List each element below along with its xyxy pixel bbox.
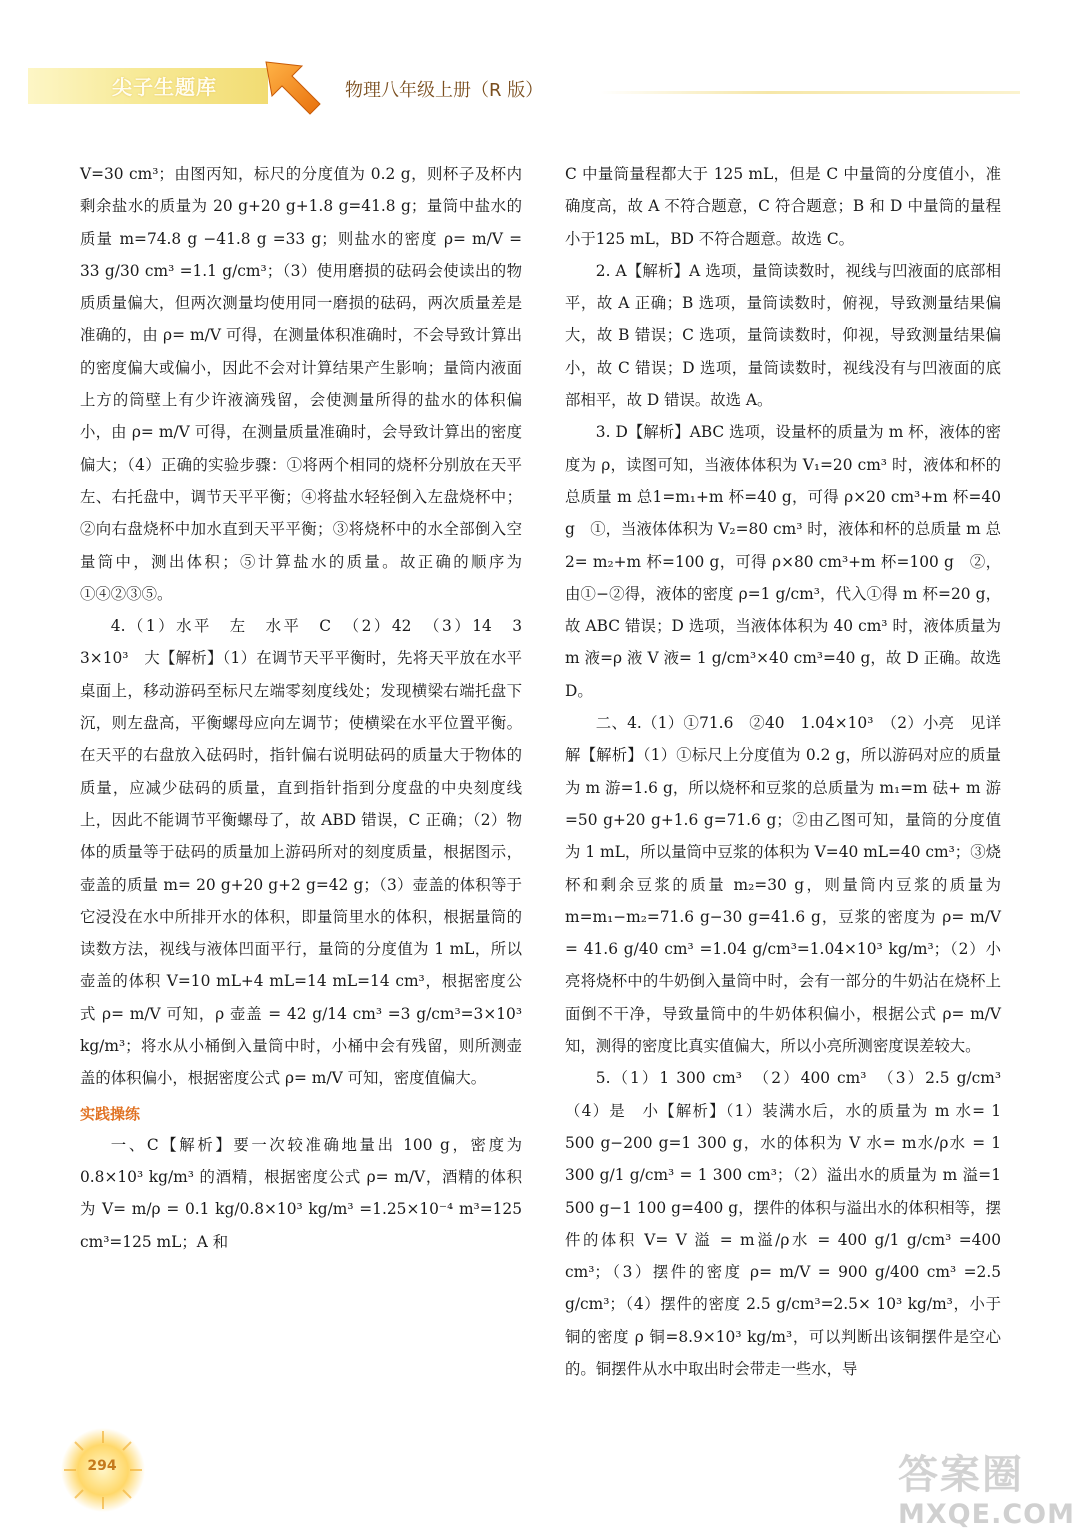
page-number: 294	[87, 1458, 117, 1474]
left-paragraph-1: V=30 cm³；由图丙知，标尺的分度值为 0.2 g，则杯子及杯内剩余盐水的质量为 20 g+20 g+1.8 g=41.8 g；量筒中盐水的质量 m=74.8 g −41.8 g =33 g；则盐水的密度 ρ= m/V = 33 g/30 cm³ =1.1 g/cm³；（3）使用磨损的砝码会使读出的物质质量偏大，但两次测量均使用同一磨损的砝码，两次质量差是准确的，由 ρ= m/V 可得，在测量体积准确时，不会导致计算出的密度偏大或偏小，因此不会对计算结果产生影响；量筒内液面上方的筒壁上有少许液滴残留，会使测量所得的盐水的体积偏小，由 ρ= m/V 可得，在测量质量准确时，会导致计算出的密度偏大；（4）正确的实验步骤：①将两个相同的烧杯分别放在天平左、右托盘中，调节天平平衡；④将盐水轻轻倒入左盘烧杯中；②向右盘烧杯中加水直到天平平衡；③将烧杯中的水全部倒入空量筒中，测出体积；⑤计算盐水的质量。故正确的顺序为①④②③⑤。	[80, 165, 522, 603]
right-paragraph-2: 2. A【解析】A 选项，量筒读数时，视线与凹液面的底部相平，故 A 正确；B 选项，量筒读数时，俯视，导致测量结果偏大，故 B 错误；C 选项，量筒读数时，仰视，导致测量结果偏小，故 C 错误；D 选项，量筒读数时，视线没有与凹液面的底部相平，故 D 错误。故选 A。	[565, 261, 1001, 410]
book-subject: 物理八年级上册（R 版）	[345, 80, 544, 101]
watermark-cn: 答案圈	[898, 1452, 1024, 1498]
left-column	[80, 158, 538, 1258]
watermark-url: MXQE.COM	[898, 1499, 1075, 1530]
left-paragraph-3: 一、C【解析】要一次较准确地量出 100 g，密度为 0.8×10³ kg/m³ 的酒精，根据密度公式 ρ= m/V，酒精的体积为 V= m/ρ = 0.1 kg/0.8×10³ kg/m³ =1.25×10⁻⁴ m³=125 cm³=125 mL；A 和	[80, 1135, 522, 1251]
right-paragraph-4: 二、4.（1）①71.6 ②40 1.04×10³ （2）小亮 见详解【解析】（1）①标尺上分度值为 0.2 g，所以游码对应的质量为 m 游=1.6 g，所以烧杯和豆浆的总质量为 m₁=m 砝+ m 游=50 g+20 g+1.6 g=71.6 g；②由乙图可知，量筒的分度值为 1 mL，所以量筒中豆浆的体积为 V=40 mL=40 cm³；③烧杯和剩余豆浆的质量 m₂=30 g，则量筒内豆浆的质量为 m=m₁−m₂=71.6 g−30 g=41.6 g，豆浆的密度为 ρ= m/V = 41.6 g/40 cm³ =1.04 g/cm³=1.04×10³ kg/m³；（2）小亮将烧杯中的牛奶倒入量筒中时，会有一部分的牛奶沾在烧杯上面倒不干净，导致量筒中的牛奶体积偏小，根据公式 ρ= m/V 知，测得的密度比真实值偏大，所以小亮所测密度误差较大。	[565, 714, 1001, 1056]
left-paragraph-2: 4.（1）水平 左 水平 C （2）42 （3）14 3 3×10³ 大【解析】（1）在调节天平平衡时，先将天平放在水平桌面上，移动游码至标尺左端零刻度线处；发现横梁右端托盘下沉，则左盘高，平衡螺母应向左调节；使横梁在水平位置平衡。在天平的右盘放入砝码时，指针偏右说明砝码的质量大于物体的质量，应减少砝码的质量，直到指针指到分度盘的中央刻度线上，因此不能调节平衡螺母了，故 ABD 错误，C 正确；（2）物体的质量等于砝码的质量加上游码所对的刻度质量，根据图示，壶盖的质量 m= 20 g+20 g+2 g=42 g；（3）壶盖的体积等于它浸没在水中所排开水的体积，即量筒里水的体积，根据量筒的读数方法，视线与液体凹面平行，量筒的分度值为 1 mL，所以壶盖的体积 V=10 mL+4 mL=14 mL=14 cm³，根据密度公式 ρ= m/V 可知，ρ 壶盖 = 42 g/14 cm³ =3 g/cm³=3×10³ kg/m³；将水从小桶倒入量筒中时，小桶中会有残留，则所测壶盖的体积偏小，根据密度公式 ρ= m/V 可知，密度值偏大。	[80, 617, 538, 1088]
right-column	[565, 158, 1017, 1385]
right-paragraph-3: 3. D【解析】ABC 选项，设量杯的质量为 m 杯，液体的密度为 ρ，读图可知，当液体体积为 V₁=20 cm³ 时，液体和杯的总质量 m 总1=m₁+m 杯=40 g，可得 ρ×20 cm³+m 杯=40 g ①，当液体体积为 V₂=80 cm³ 时，液体和杯的总质量 m 总2= m₂+m 杯=100 g，可得 ρ×80 cm³+m 杯=100 g ②，由①−②得，液体的密度 ρ=1 g/cm³，代入①得 m 杯=20 g，故 ABC 错误；D 选项，当液体体积为 40 cm³ 时，液体质量为 m 液=ρ 液 V 液= 1 g/cm³×40 cm³=40 g，故 D 正确。故选 D。	[565, 423, 1001, 700]
right-paragraph-5: 5.（1）1 300 cm³ （2）400 cm³ （3）2.5 g/cm³ （4）是 小【解析】（1）装满水后，水的质量为 m 水= 1 500 g−200 g=1 300 g，水的体积为 V 水= m水/ρ水 = 1 300 g/1 g/cm³ = 1 300 cm³；（2）溢出水的质量为 m 溢=1 500 g−1 100 g=400 g，摆件的体积与溢出水的体积相等，摆件的体积 V= V 溢 = m溢/ρ水 = 400 g/1 g/cm³ =400 cm³；（3）摆件的密度 ρ= m/V = 900 g/400 cm³ =2.5 g/cm³；（4）摆件的密度 2.5 g/cm³=2.5× 10³ kg/m³，小于铜的密度 ρ 铜=8.9×10³ kg/m³，可以判断出该铜摆件是空心的。铜摆件从水中取出时会带走一些水，导	[565, 1069, 1017, 1378]
brand-title: 尖子生题库	[112, 75, 217, 99]
arrow-icon	[262, 56, 324, 116]
right-paragraph-1: C 中量筒量程都大于 125 mL，但是 C 中量筒的分度值小，准确度高，故 A 不符合题意，C 符合题意；B 和 D 中量筒的量程小于125 mL，BD 不符合题意。故选 C。	[565, 165, 1001, 248]
header-rule	[600, 91, 1020, 94]
section-heading: 实践操练	[80, 1104, 141, 1123]
